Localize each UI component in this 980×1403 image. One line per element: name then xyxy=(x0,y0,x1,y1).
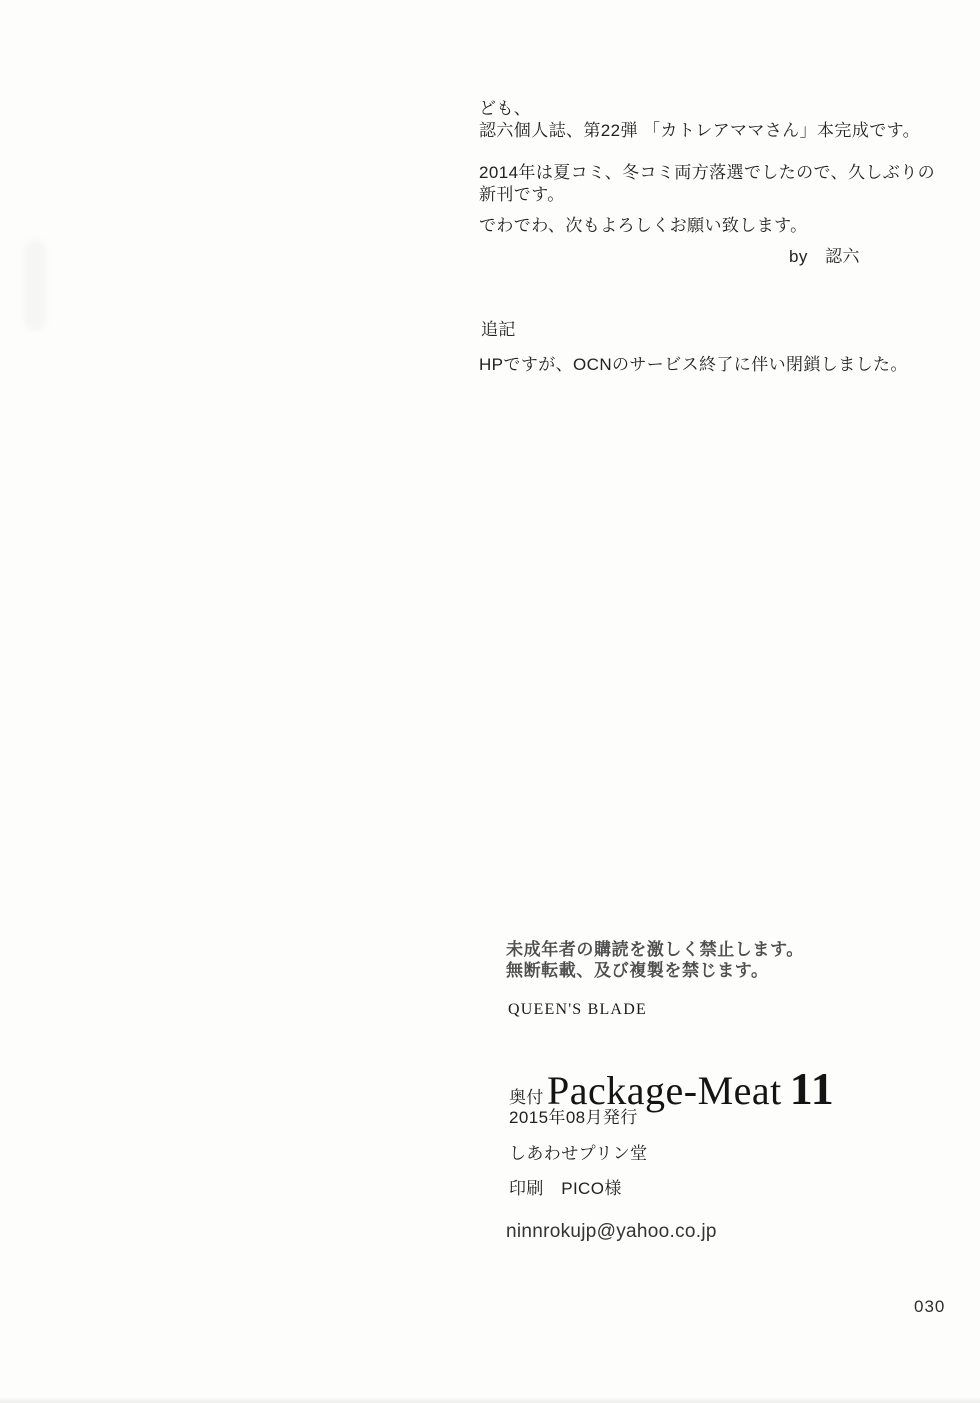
scan-smudge xyxy=(24,240,46,330)
book-title xyxy=(505,1020,834,1160)
postscript-body: HPですが、OCNのサービス終了に伴い閉鎖しました。 xyxy=(479,355,908,374)
volume-number: 11 xyxy=(789,1063,835,1114)
postscript-heading: 追記 xyxy=(481,320,516,339)
afterword-news-line2: 新刊です。 xyxy=(479,185,565,204)
page-number: 030 xyxy=(914,1297,946,1316)
author-signature: by 認六 xyxy=(789,247,860,266)
age-warning: 未成年者の購読を激しく禁止します。 xyxy=(506,940,804,959)
scan-edge-shadow xyxy=(0,1397,980,1403)
printing-credit: 印刷 PICO様 xyxy=(509,1179,622,1198)
afterword-closing: でわでわ、次もよろしくお願い致します。 xyxy=(479,216,808,235)
contact-email: ninnrokujp@yahoo.co.jp xyxy=(506,1221,717,1242)
reproduction-warning: 無断転載、及び複製を禁じます。 xyxy=(506,961,769,980)
book-title-text: Package-Meat xyxy=(547,1068,782,1113)
afterword-announcement: 認六個人誌、第22弾 「カトレアママさん」本完成です。 xyxy=(479,121,921,140)
afterword-news-line1: 2014年は夏コミ、冬コミ両方落選でしたので、久しぶりの xyxy=(479,163,935,182)
series-title: QUEEN'S BLADE xyxy=(508,1001,647,1018)
afterword-greeting: ども、 xyxy=(479,99,532,118)
colophon-section-label: 奥付 xyxy=(509,1088,544,1107)
publication-date: 2015年08月発行 xyxy=(509,1108,638,1127)
circle-name: しあわせプリン堂 xyxy=(509,1144,648,1163)
